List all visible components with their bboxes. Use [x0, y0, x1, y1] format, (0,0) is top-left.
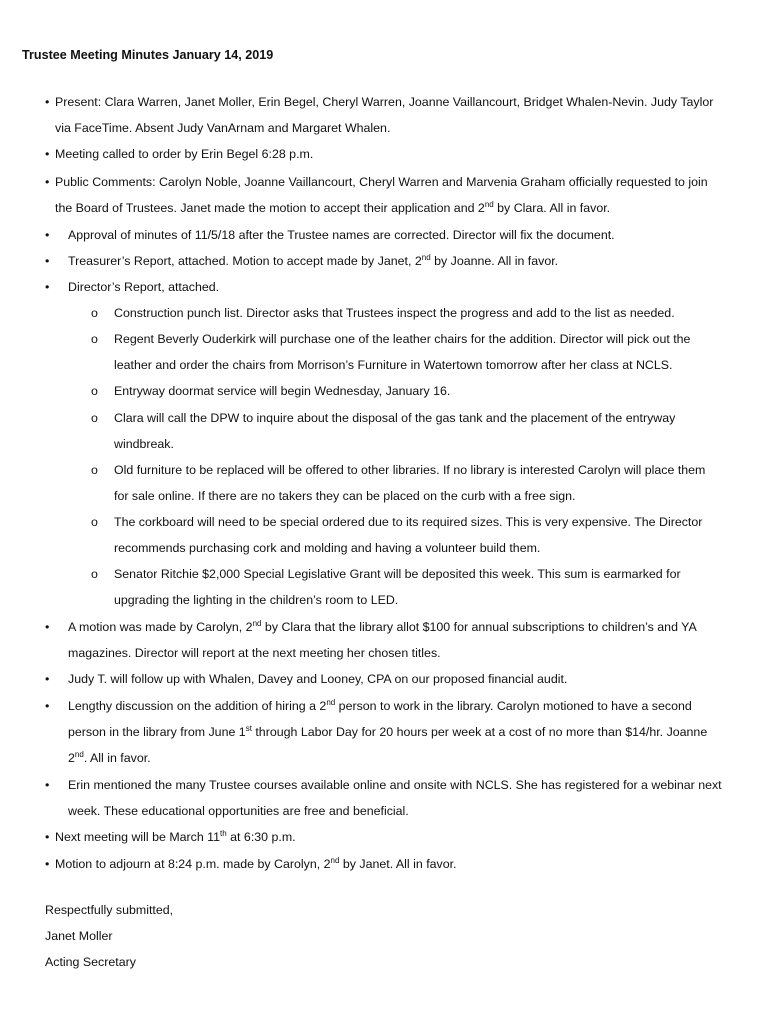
audit-line: Judy T. will follow up with Whalen, Davey and Looney, CPA on our proposed financial audit.: [68, 672, 568, 686]
bullet-icon: •: [45, 620, 50, 634]
bullet-icon: •: [45, 778, 50, 792]
sub-item-line: leather and order the chairs from Morrison’s Furniture in Watertown tomorrow after her class at NCLS.: [114, 358, 673, 372]
sub-bullet-icon: o: [91, 332, 98, 346]
present-line-1: Present: Clara Warren, Janet Moller, Erin Begel, Cheryl Warren, Joanne Vaillancourt, Bridget Whalen-Nevin. Judy Taylor: [55, 95, 714, 109]
magazine-motion-line-2: magazines. Director will report at the next meeting her chosen titles.: [68, 646, 441, 660]
sub-item-line: The corkboard will need to be special ordered due to its required sizes. This is very expensive. The Director: [114, 515, 703, 529]
sub-bullet-icon: o: [91, 384, 98, 398]
hiring-line-1: Lengthy discussion on the addition of hiring a 2nd person to work in the library. Carolyn motioned to have a second: [68, 697, 692, 713]
sub-bullet-icon: o: [91, 567, 98, 581]
document-title: Trustee Meeting Minutes January 14, 2019: [22, 48, 274, 62]
magazine-motion-line-1: A motion was made by Carolyn, 2nd by Clara that the library allot $100 for annual subscriptions to children’s and YA: [68, 618, 697, 634]
approval-line: Approval of minutes of 11/5/18 after the Trustee names are corrected. Director will fix the document.: [68, 228, 615, 242]
sub-item-line: Regent Beverly Ouderkirk will purchase one of the leather chairs for the addition. Director will pick out the: [114, 332, 691, 346]
adjourn-line: Motion to adjourn at 8:24 p.m. made by Carolyn, 2nd by Janet. All in favor.: [55, 855, 457, 871]
sub-item-line: Entryway doormat service will begin Wednesday, January 16.: [114, 384, 451, 398]
public-comments-line-2: the Board of Trustees. Janet made the motion to accept their application and 2nd by Clara. All in favor.: [55, 199, 611, 215]
sub-item-line: Construction punch list. Director asks that Trustees inspect the progress and add to the list as needed.: [114, 306, 675, 320]
bullet-icon: •: [45, 857, 50, 871]
sub-item-line: recommends purchasing cork and molding and having a volunteer build them.: [114, 541, 541, 555]
bullet-icon: •: [45, 280, 50, 294]
sub-item-line: upgrading the lighting in the children’s room to LED.: [114, 593, 399, 607]
signer-role: Acting Secretary: [45, 955, 136, 969]
bullet-icon: •: [45, 672, 50, 686]
next-meeting-line: Next meeting will be March 11th at 6:30 p.m.: [55, 828, 296, 844]
sub-item-line: Senator Ritchie $2,000 Special Legislative Grant will be deposited this week. This sum is earmarked for: [114, 567, 681, 581]
sub-item-line: windbreak.: [114, 437, 174, 451]
courses-line-2: week. These educational opportunities are free and beneficial.: [68, 804, 409, 818]
signer-name: Janet Moller: [45, 929, 113, 943]
sub-item-line: for sale online. If there are no takers they can be placed on the curb with a free sign.: [114, 489, 576, 503]
sub-item-line: Clara will call the DPW to inquire about the disposal of the gas tank and the placement of the entryway: [114, 411, 676, 425]
sub-bullet-icon: o: [91, 306, 98, 320]
bullet-icon: •: [45, 228, 50, 242]
treasurer-line: Treasurer’s Report, attached. Motion to accept made by Janet, 2nd by Joanne. All in favor.: [68, 252, 559, 268]
sub-item-line: Old furniture to be replaced will be offered to other libraries. If no library is interested Carolyn will place them: [114, 463, 706, 477]
bullet-icon: •: [45, 699, 50, 713]
public-comments-line-1: Public Comments: Carolyn Noble, Joanne Vaillancourt, Cheryl Warren and Marvenia Graham officially requested to join: [55, 175, 708, 189]
bullet-icon: •: [45, 175, 50, 189]
hiring-line-2: person in the library from June 1st through Labor Day for 20 hours per week at a cost of no more than $14/hr. Joanne: [68, 723, 708, 739]
bullet-icon: •: [45, 830, 50, 844]
call-to-order-line: Meeting called to order by Erin Begel 6:28 p.m.: [55, 147, 314, 161]
hiring-line-3: 2nd. All in favor.: [68, 749, 151, 765]
sub-bullet-icon: o: [91, 515, 98, 529]
sub-bullet-icon: o: [91, 463, 98, 477]
bullet-icon: •: [45, 254, 50, 268]
bullet-icon: •: [45, 147, 50, 161]
courses-line-1: Erin mentioned the many Trustee courses available online and onsite with NCLS. She has registered for a webinar next: [68, 778, 722, 792]
sub-bullet-icon: o: [91, 411, 98, 425]
directors-report-line: Director’s Report, attached.: [68, 280, 220, 294]
bullet-icon: •: [45, 95, 50, 109]
present-line-2: via FaceTime. Absent Judy VanArnam and Margaret Whalen.: [55, 121, 391, 135]
closing: Respectfully submitted,: [45, 903, 174, 917]
